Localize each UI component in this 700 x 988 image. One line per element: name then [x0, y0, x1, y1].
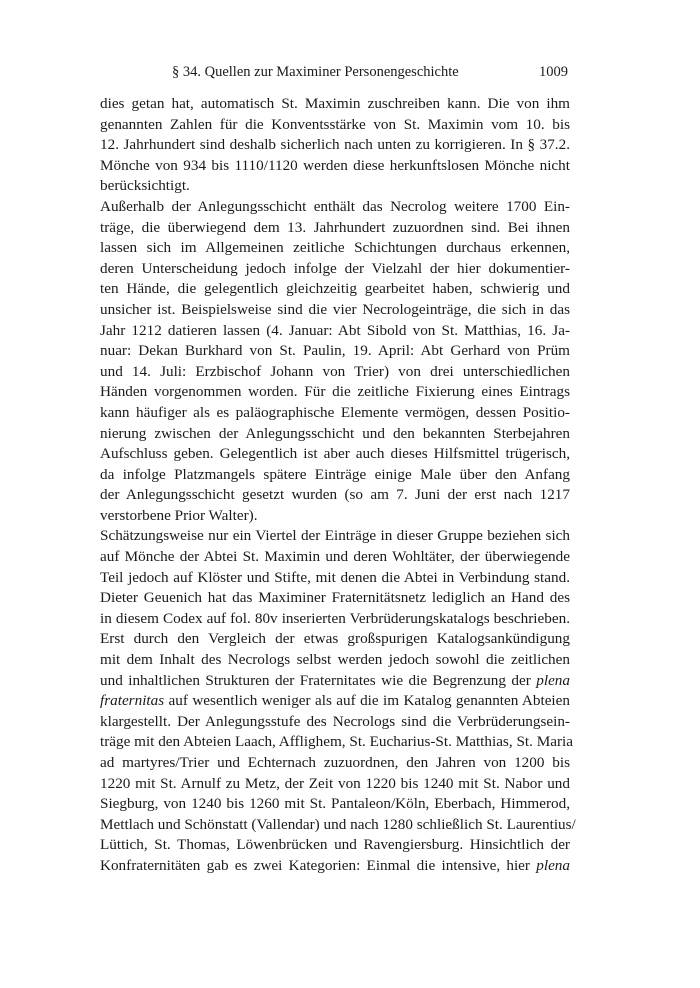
line-text: Erst durch den Vergleich der etwas großspurigen Katalogsankündigung [100, 630, 570, 648]
text-line [100, 176, 570, 197]
line-text: träge, die überwiegend dem 13. Jahrhundert zuzuordnen sind. Bei ihnen [100, 218, 570, 236]
line-text: dies getan hat, automatisch St. Maximin zuschreiben kann. Die von ihm [100, 95, 570, 112]
text-line [100, 691, 570, 712]
line-text: unsicher ist. Beispielsweise sind die vier Necrologeinträge, die sich in das [100, 300, 570, 318]
line-text: träge mit den Abteien Laach, Afflighem, St. Eucharius-St. Matthias, St. Maria [100, 733, 573, 751]
line-text: klargestellt. Der Anlegungsstufe des Necrologs sind die Verbrüderungsein- [100, 712, 570, 730]
text-line [100, 135, 570, 156]
text-line [100, 94, 570, 115]
text-line [100, 218, 570, 239]
text-line [100, 856, 570, 877]
text-line [100, 362, 570, 383]
line-text: genannten Zahlen für die Konventsstärke von St. Maximin vom 10. bis [100, 115, 570, 133]
line-text: Schätzungsweise nur ein Viertel der Einträge in dieser Gruppe beziehen sich [100, 527, 570, 545]
text-line [100, 835, 570, 856]
text-line [100, 321, 570, 342]
text-line [100, 815, 576, 836]
text-line [100, 279, 570, 300]
line-text: 12. Jahrhundert sind deshalb sicherlich nach unten zu korrigieren. In § 37.2. [100, 136, 570, 154]
line-text: 1220 mit St. Arnulf zu Metz, der Zeit von 1220 bis 1240 mit St. Nabor und [100, 774, 570, 792]
text-line [100, 403, 570, 424]
text-line [100, 115, 570, 136]
line-text: da infolge Platzmangels spätere Einträge einige Male über den Anfang [100, 465, 570, 483]
text-line [100, 197, 570, 218]
line-text: Konfraternitäten gab es zwei Kategorien: Einmal die intensive, hier [100, 856, 537, 874]
text-line [100, 732, 573, 753]
text-line [100, 259, 570, 280]
line-text: Siegburg, von 1240 bis 1260 mit St. Pantaleon/Köln, Eberbach, Himmerod, [100, 795, 570, 813]
line-text: auf wesentlich weniger als auf die im Katalog genannten Abteien [164, 692, 570, 710]
line-text: nierung zwischen der Anlegungsschicht und den bekannten Sterbejahren [100, 424, 570, 442]
text-line [100, 465, 570, 486]
text-line [100, 794, 570, 815]
text-line [100, 671, 570, 692]
text-line [100, 712, 570, 733]
text-line [100, 609, 570, 630]
line-text: Händen vorgenommen worden. Für die zeitliche Fixierung eines Eintrags [100, 383, 570, 401]
line-text: auf Mönche der Abtei St. Maximin und deren Wohltäter, der überwiegende [100, 548, 570, 566]
text-line [100, 753, 570, 774]
text-line [100, 588, 570, 609]
line-text: Teil jedoch auf Klöster und Stifte, mit denen die Abtei in Verbindung stand. [100, 568, 570, 586]
italic-term: plena [536, 671, 570, 689]
line-text: kann häufiger als es paläographische Elemente vermögen, dessen Positio- [100, 403, 570, 421]
running-head: § 34. Quellen zur Maximiner Personengeschichte [172, 64, 459, 80]
text-line [100, 547, 570, 568]
text-line [100, 629, 570, 650]
line-text: und inhaltlichen Strukturen der Fraternitates wie die Begrenzung der [100, 671, 537, 689]
line-text: ad martyres/Trier und Echternach zuzuordnen, den Jahren von 1200 bis [100, 754, 570, 771]
line-text: in diesem Codex auf fol. 80v inserierten Verbrüderungskatalogs beschrieben. [100, 609, 570, 627]
text-line [100, 156, 570, 177]
text-line [100, 526, 570, 547]
line-text: mit dem Inhalt des Necrologs selbst werden jedoch sowohl die zeitlichen [100, 651, 570, 669]
text-line [100, 424, 570, 445]
line-text: Lüttich, St. Thomas, Löwenbrücken und Ravengiersburg. Hinsichtlich der [100, 836, 570, 854]
page-number: 1009 [539, 64, 568, 80]
line-text: deren Unterscheidung jedoch infolge der Vielzahl der hier dokumentier- [100, 259, 570, 277]
line-text: Mönche von 934 bis 1110/1120 werden diese herkunftslosen Mönche nicht [100, 156, 570, 174]
text-line [100, 341, 570, 362]
italic-term: fraternitas [100, 692, 165, 710]
line-text: verstorbene Prior Walter). [100, 506, 258, 524]
text-line [100, 774, 570, 795]
text-line [100, 238, 570, 259]
line-text: nuar: Dekan Burkhard von St. Paulin, 19. April: Abt Gerhard von Prüm [100, 342, 570, 360]
italic-term: plena [536, 856, 570, 874]
text-line [100, 506, 570, 527]
line-text: ten Hände, die gelegentlich gleichzeitig gearbeitet haben, schwierig und [100, 280, 570, 298]
line-text: Jahr 1212 datieren lassen (4. Januar: Abt Sibold von St. Matthias, 16. Ja- [100, 321, 570, 339]
line-text: Mettlach und Schönstatt (Vallendar) und nach 1280 schließlich St. Laurentius/ [100, 815, 576, 833]
line-text: Dieter Geuenich hat das Maximiner Fraternitätsnetz lediglich an Hand des [100, 589, 570, 607]
line-text: lassen sich im Allgemeinen zeitliche Schichtungen durchaus erkennen, [100, 239, 570, 257]
text-line [100, 382, 570, 403]
text-line [100, 300, 570, 321]
page-header [100, 62, 570, 86]
text-line [100, 444, 570, 465]
body-text [100, 94, 576, 877]
text-line [100, 485, 570, 506]
line-text: Aufschluss geben. Gelegentlich ist aber auch dieses Hilfsmittel trügerisch, [100, 445, 570, 463]
line-text: berücksichtigt. [100, 177, 190, 195]
text-line [100, 568, 570, 589]
text-line [100, 650, 570, 671]
line-text: und 14. Juli: Erzbischof Johann von Trier) von drei unterschiedlichen [100, 362, 570, 380]
line-text: der Anlegungsschicht gesetzt wurden (so am 7. Juni der erst nach 1217 [100, 486, 570, 504]
line-text: Außerhalb der Anlegungsschicht enthält das Necrolog weitere 1700 Ein- [100, 197, 570, 215]
